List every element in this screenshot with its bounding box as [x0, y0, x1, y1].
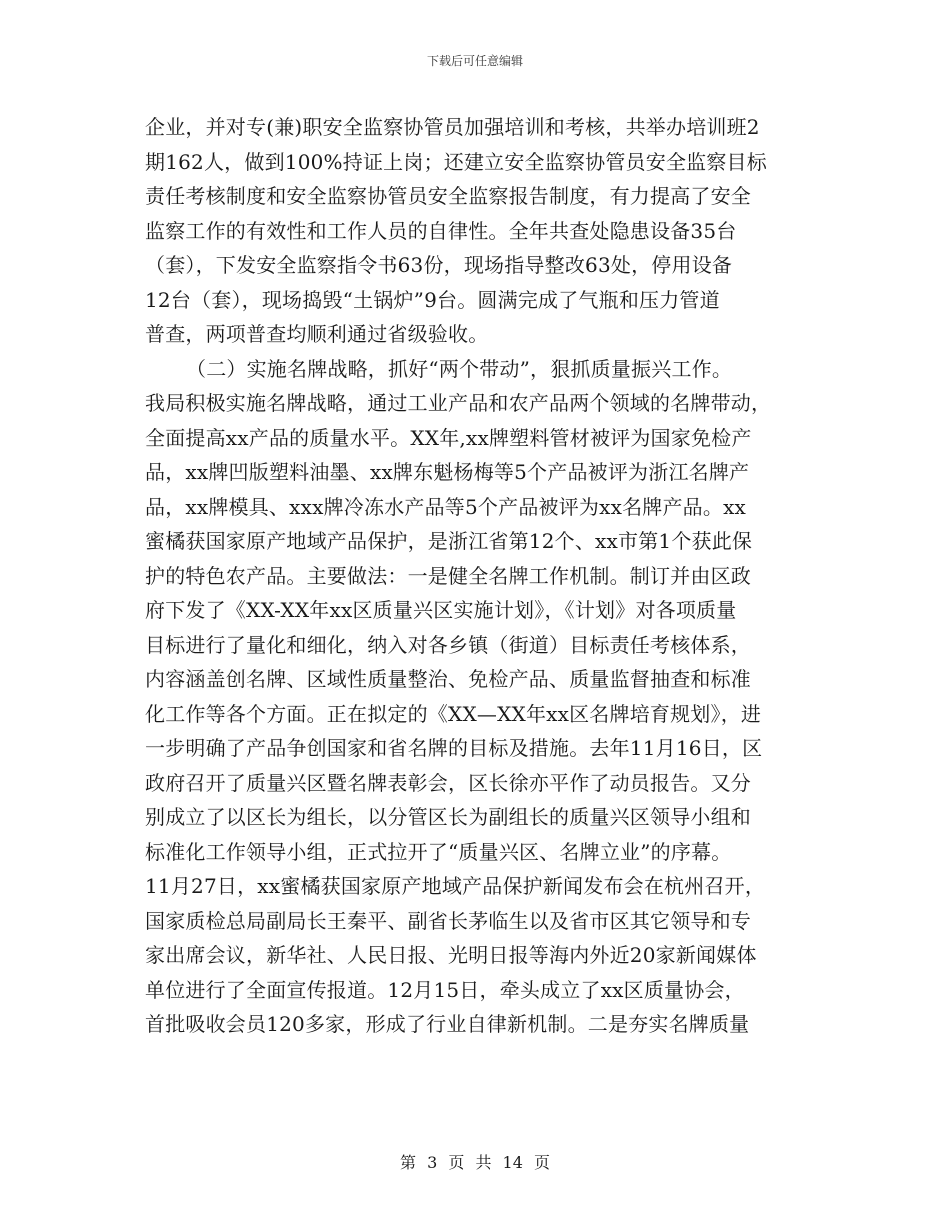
text-line: 品，xx牌模具、xxx牌冷冻水产品等5个产品被评为xx名牌产品。xx	[145, 494, 747, 519]
text-line: 别成立了以区长为组长，以分管区长为副组长的质量兴区领导小组和	[145, 805, 751, 829]
text-line: 期162人，做到100%持证上岗；还建立安全监察协管员安全监察目标	[145, 149, 767, 174]
text-line: 政府召开了质量兴区暨名牌表彰会，区长徐亦平作了动员报告。又分	[145, 770, 751, 795]
text-line: 责任考核制度和安全监察协管员安全监察报告制度，有力提高了安全	[145, 184, 751, 208]
text-line: 家出席会议，新华社、人民日报、光明日报等海内外近20家新闻媒体	[145, 943, 757, 967]
page-footer: 第 3 页 共 14 页	[400, 1153, 550, 1172]
text-line: 首批吸收会员120多家，形成了行业自律新机制。二是夯实名牌质量	[145, 1012, 750, 1036]
text-line: 单位进行了全面宣传报道。12月15日，牵头成立了xx区质量协会，	[145, 977, 745, 1002]
text-line: 品，xx牌凹版塑料油墨、xx牌东魁杨梅等5个产品被评为浙江名牌产	[145, 460, 750, 484]
text-line: 国家质检总局副局长王秦平、副省长茅临生以及省市区其它领导和专	[145, 908, 751, 933]
page-header: 下载后可任意编辑	[426, 54, 523, 68]
text-line: 普查，两项普查均顺利通过省级验收。	[145, 322, 489, 346]
text-line: 护的特色农产品。主要做法：一是健全名牌工作机制。制订并由区政	[145, 563, 751, 588]
text-line: 我局积极实施名牌战略，通过工业产品和农产品两个领域的名牌带动，	[145, 391, 772, 415]
text-line: （套），下发安全监察指令书63份，现场指导整改63处，停用设备	[145, 253, 733, 277]
text-line: 府下发了《XX-XX年xx区质量兴区实施计划》，《计划》对各项质量	[145, 598, 737, 622]
text-line: 11月27日，xx蜜橘获国家原产地域产品保护新闻发布会在杭州召开，	[145, 874, 766, 898]
text-line: 监察工作的有效性和工作人员的自律性。全年共查处隐患设备35台	[145, 218, 737, 243]
text-line: 目标进行了量化和细化，纳入对各乡镇（街道）目标责任考核体系，	[145, 632, 751, 657]
text-line: 标准化工作领导小组，正式拉开了“质量兴区、名牌立业”的序幕。	[145, 839, 732, 864]
section-heading-line: （二）实施名牌战略，抓好“两个带动”，狠抓质量振兴工作。	[186, 356, 733, 381]
text-line: 化工作等各个方面。正在拟定的《XX—XX年xx区名牌培育规划》，进	[145, 701, 762, 726]
text-line: 蜜橘获国家原产地域产品保护，是浙江省第12个、xx市第1个获此保	[145, 529, 753, 553]
text-line: 内容涵盖创名牌、区域性质量整治、免检产品、质量监督抽查和标准	[145, 667, 751, 691]
document-body	[145, 110, 805, 1042]
text-line: 企业，并对专(兼)职安全监察协管员加强培训和考核，共举办培训班2	[145, 115, 760, 139]
text-line: 12台（套），现场捣毁“土锅炉”9台。圆满完成了气瓶和压力管道	[145, 287, 720, 312]
text-line: 一步明确了产品争创国家和省名牌的目标及措施。去年11月16日，区	[145, 736, 763, 760]
text-line: 全面提高xx产品的质量水平。XX年,xx牌塑料管材被评为国家免检产	[145, 425, 752, 450]
